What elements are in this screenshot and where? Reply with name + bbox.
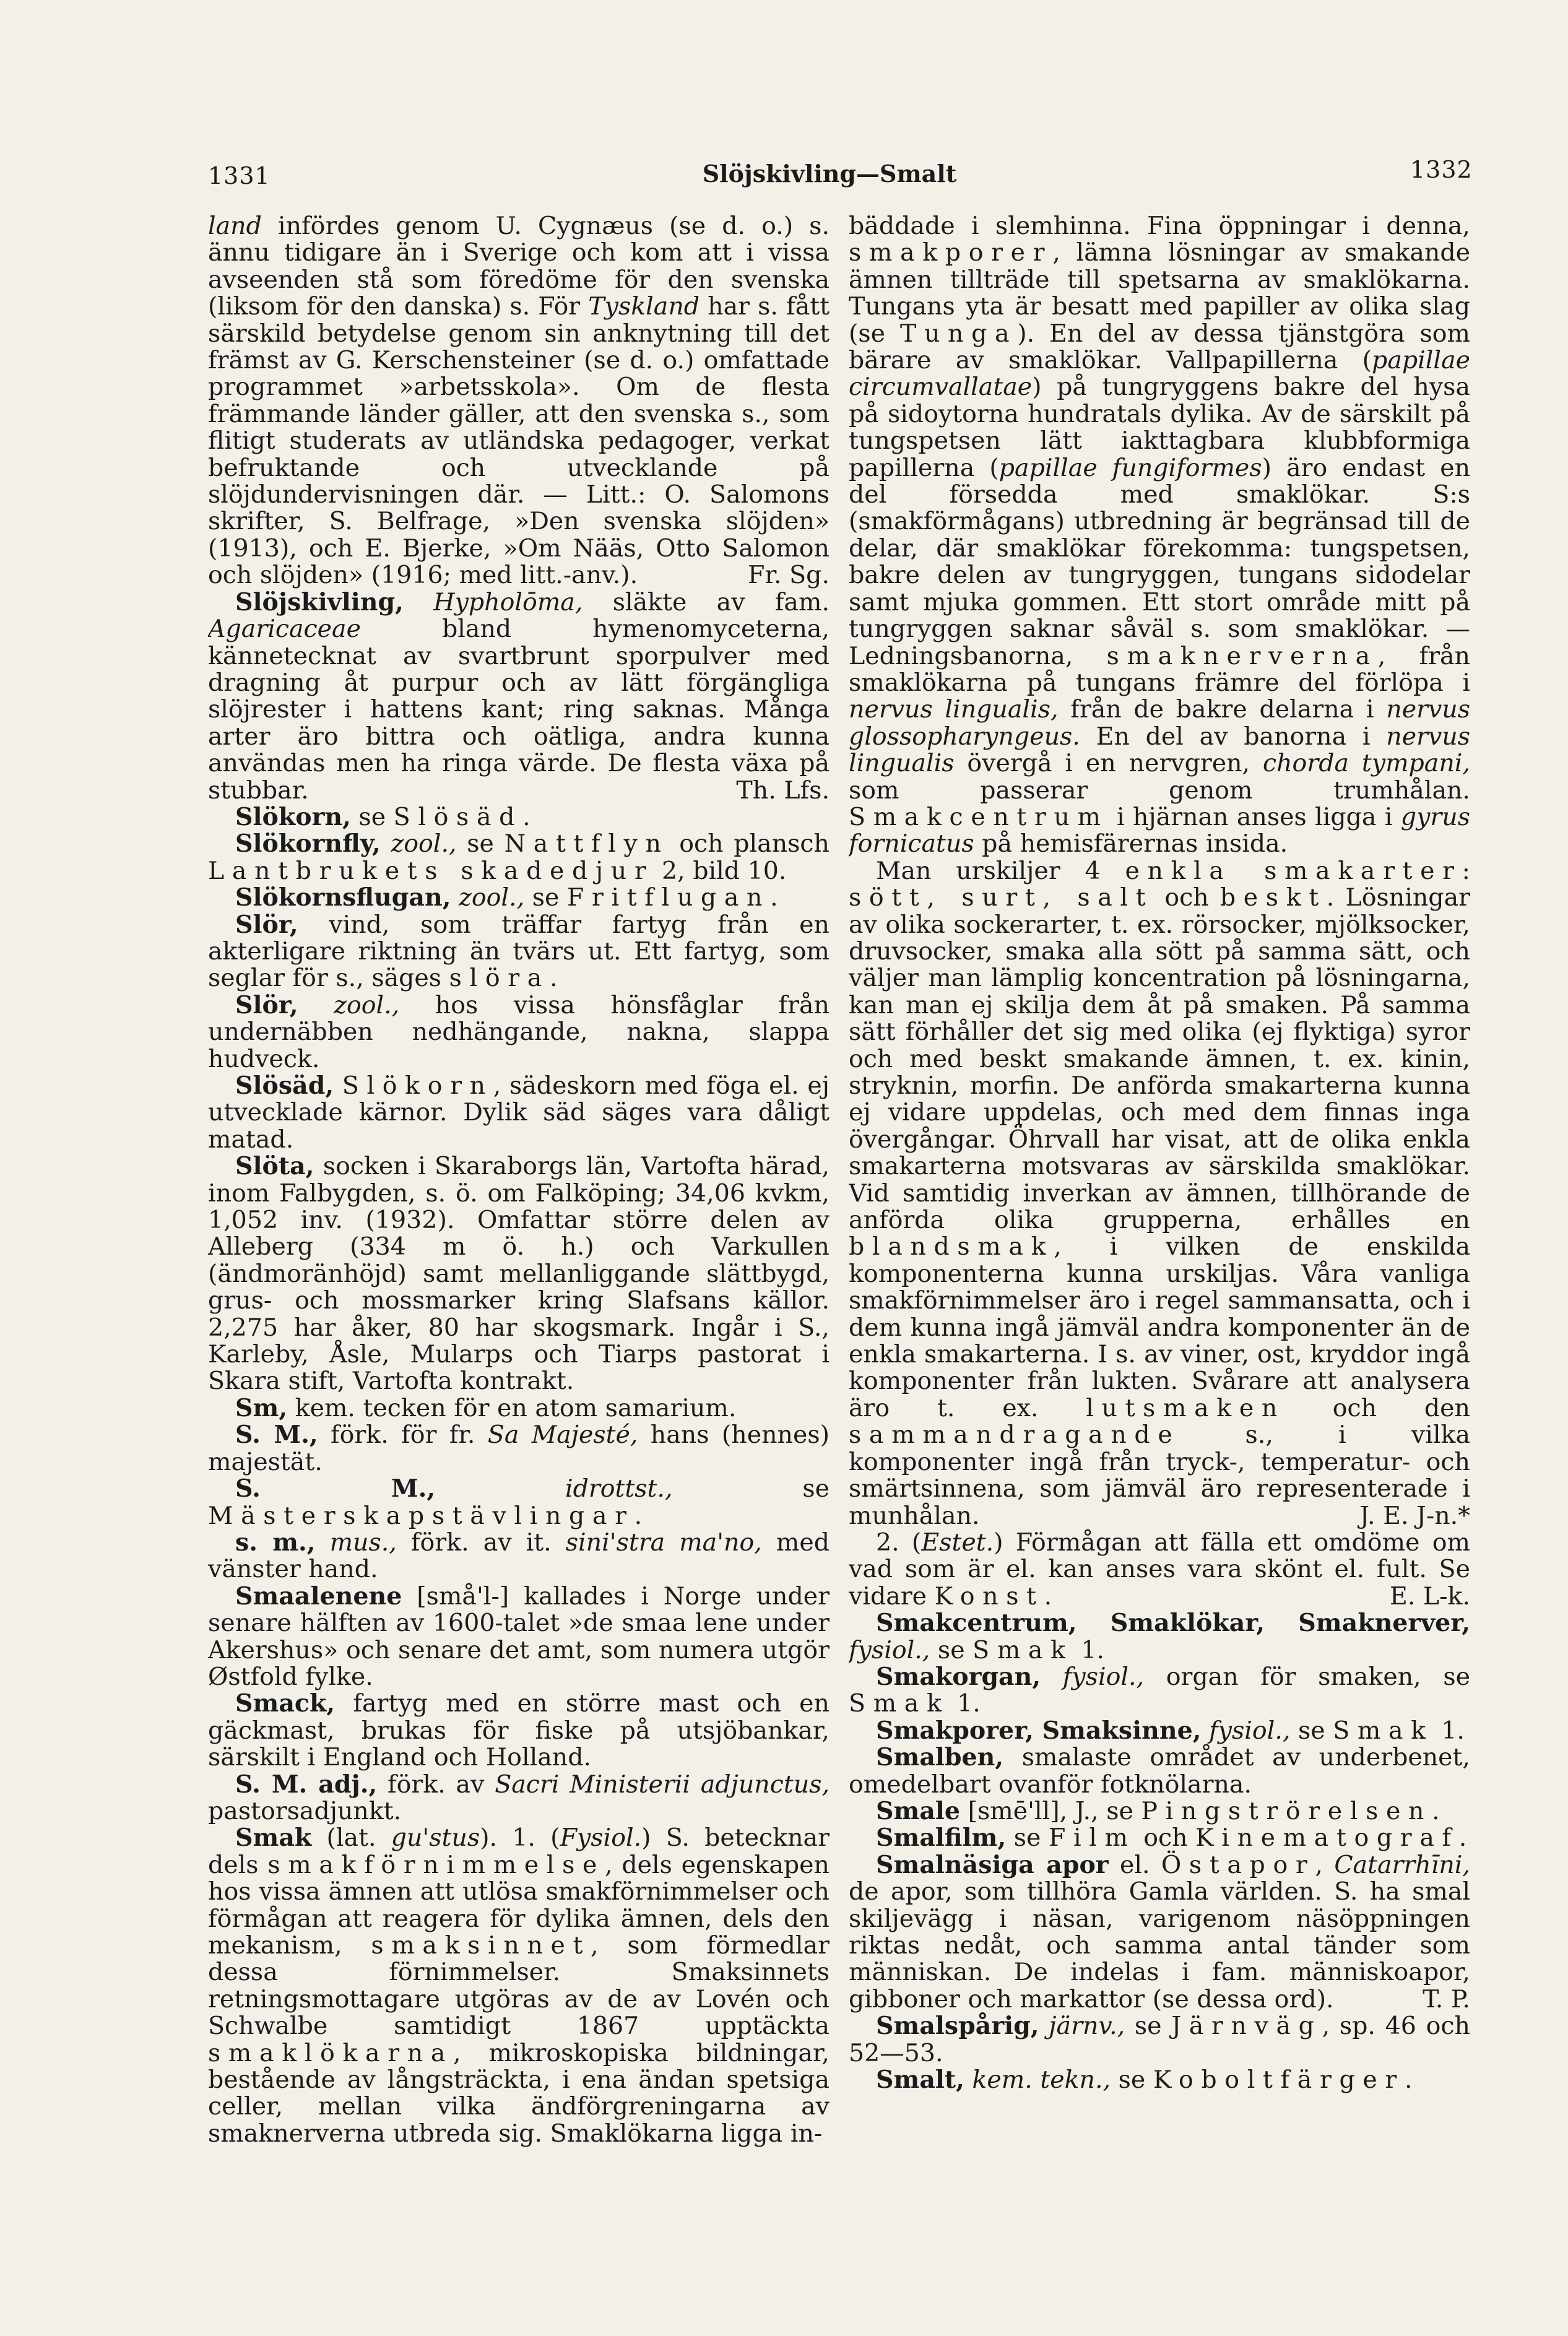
- right-column: [849, 213, 1470, 2206]
- entry-smakorgan: Smakorgan, fysiol., organ för smaken, se Smak 1.: [849, 1662, 1470, 1718]
- entry-slokornfly: Slökornfly, zool., se Nattflyn och plansch Lantbrukets skadedjur 2, bild 10.: [208, 829, 829, 885]
- entry-sm-mus: s. m., mus., förk. av it. sini'stra ma'no, med vänster hand.: [208, 1528, 829, 1584]
- entry-slota: Slöta, socken i Skaraborgs län, Vartofta härad, inom Falbygden, s. ö. om Falköping; 34,06 kvkm, 1,052 inv. (1932). Omfattar större delen av Alleberg (334 m ö. h.) och Varkullen (ändmoränhöjd) samt mellanliggande slättbygd, grus- och mossmarker kring Slafsans källor. 2,275 har åker, 80 har skogsmark. Ingår i S., Karleby, Åsle, Mularps och Tiarps pastorat i Skara stift, Vartofta kontrakt.: [208, 1152, 829, 1396]
- running-head: Slöjskivling—Smalt: [702, 160, 957, 188]
- signature: Fr. Sg.: [748, 561, 829, 590]
- page-number-right: 1332: [1410, 156, 1473, 183]
- entry-slor-zool: Slör, zool., hos vissa hönsfåglar från undernäbben nedhängande, nakna, slappa hudveck.: [208, 990, 829, 1073]
- entry-smakporer: Smakporer, Smaksinne, fysiol., se Smak 1.: [876, 1716, 1465, 1745]
- entry-smalsparig: Smalspårig, järnv., se Järnväg, sp. 46 och 52—53.: [849, 2012, 1470, 2067]
- entry-slojskivling: Slöjskivling, Hypholōma, släkte av fam. Agaricaceae bland hymenomyceterna, kännetecknat av svartbrunt sporpulver med dragning åt purpur och av lätt förgängliga slöjrester i hattens kant; ring saknas. Många arter äro bittra och oätliga, andra kunna användas men ha ringa värde. De flesta växa på stubbar. Th. Lfs.: [208, 587, 829, 805]
- signature: J. E. J-n.*: [1359, 1501, 1470, 1530]
- entry-smalt: Smalt, kem. tekn., se Koboltfärger.: [876, 2066, 1413, 2095]
- entry-slokorn: Slökorn, se Slösäd.: [235, 802, 531, 831]
- entry-smalben: Smalben, smalaste området av underbenet, omedelbart ovanför fotknölarna.: [849, 1743, 1470, 1799]
- entry-smak-smakarter: Man urskiljer 4 enkla smakarter: sött, surt, salt och beskt. Lösningar av olika sockerarter, t. ex. rörsocker, mjölksocker, druvsocker, smaka alla sött på samma sätt, och väljer man lämplig koncentration på lösningarna, kan man ej skilja dem åt på smaken. På samma sätt förhåller det sig med olika (ej flyktiga) syror och med beskt smakande ämnen, t. ex. kinin, stryknin, morfin. De anförda smakarterna kunna ej vidare uppdelas, och med dem finnas inga övergångar. Öhrvall har visat, att de olika enkla smakarterna motsvaras av särskilda smaklökar. Vid samtidig inverkan av ämnen, tillhörande de anförda olika grupperna, erhålles en blandsmak, i vilken de enskilda komponenterna kunna urskiljas. Våra vanliga smakförnimmelser äro i regel sammansatta, och i dem kunna ingå jämväl andra komponenter än de enkla smakarterna. I s. av viner, ost, kryddor ingå komponenter från lukten. Svårare att analysera äro t. ex. lutsmaken och den sammandragande s., i vilka komponenter ingå från tryck-, temperatur- och smärtsinnena, som jämväl äro representerade i munhålan. J. E. J-n.*: [849, 856, 1470, 1530]
- entry-sm-adj: S. M. adj., förk. av Sacri Ministerii adjunctus, pastorsadjunkt.: [208, 1770, 829, 1825]
- entry-slokornsflugan: Slökornsflugan, zool., se Fritflugan.: [235, 883, 778, 912]
- entry-smack: Smack, fartyg med en större mast och en gäckmast, brukas för fiske på utsjöbankar, särskilt i England och Holland.: [208, 1689, 829, 1772]
- entry-sm-majeste: S. M., förk. för fr. Sa Majesté, hans (hennes) majestät.: [208, 1421, 829, 1476]
- entry-sm-idrott: S. M., idrottst., se Mästerskapstävlingar.: [208, 1474, 829, 1530]
- left-column: [208, 213, 829, 2206]
- entry-smak-continuation: bäddade i slemhinna. Fina öppningar i denna, smakporer, lämna lösningar av smakande ämnen tillträde till spetsarna av smaklökarna. Tungans yta är besatt med papiller av olika slag (se Tunga). En del av dessa tjänstgöra som bärare av smaklökar. Vallpapillerna (papillae circumvallatae) på tungryggens bakre del hysa på sidoytorna hundratals dylika. Av de särskilt på tungspetsen lätt iakttagbara klubbformiga papillerna (papillae fungiformes) äro endast en del försedda med smaklökar. S:s (smakförmågans) utbredning är begränsad till de delar, där smaklökar förekomma: tungspetsen, bakre delen av tungryggen, tungans sidodelar samt mjuka gommen. Ett stort område mitt på tungryggen saknar såväl s. som smaklökar. — Ledningsbanorna, smaknerverna, från smaklökarna på tungans främre del förlöpa i nervus lingualis, från de bakre delarna i nervus glossopharyngeus. En del av banorna i nervus lingualis övergå i en nervgren, chorda tympani, som passerar genom trumhålan. Smakcentrum i hjärnan anses ligga i gyrus fornicatus på hemisfärernas insida.: [849, 213, 1470, 859]
- entry-slojd-continuation: land infördes genom U. Cygnæus (se d. o.) s. ännu tidigare än i Sverige och kom att i vissa avseenden stå som föredöme för den svenska (liksom för den danska) s. För Tyskland har s. fått särskild betydelse genom sin anknytning till det främst av G. Kerschensteiner (se d. o.) omfattade programmet »arbetsskola». Om de flesta främmande länder gäller, att den svenska s., som flitigt studerats av utländska pedagoger, verkat befruktande och utvecklande på slöjdundervisningen där. — Litt.: O. Salomons skrifter, S. Belfrage, »Den svenska slöjden» (1913), och E. Bjerke, »Om Nääs, Otto Salomon och slöjden» (1916; med litt.-anv.). Fr. Sg.: [208, 213, 829, 590]
- entry-slor-vind: Slör, vind, som träffar fartyg från en akterligare riktning än tvärs ut. Ett fartyg, som seglar för s., säges slöra.: [208, 910, 829, 993]
- entry-smak: Smak (lat. gu'stus). 1. (Fysiol.) S. betecknar dels smakförnimmelse, dels egenskapen hos vissa ämnen att utlösa smakförnimmelser och förmågan att reagera för dylika ämnen, dels den mekanism, smaksinnet, som förmedlar dessa förnimmelser. Smaksinnets retningsmottagare utgöras av de av Lovén och Schwalbe samtidigt 1867 upptäckta smaklökarna, mikroskopiska bildningar, bestående av långsträckta, i ena ändan spetsiga celler, mellan vilka ändförgreningarna av smaknerverna utbreda sig. Smaklökarna ligga in-: [208, 1823, 829, 2148]
- entry-smaalenene: Smaalenene [små'l-] kallades i Norge under senare hälften av 1600-talet »de smaa lene under Akershus» och senare det amt, som numera utgör Østfold fylke.: [208, 1581, 829, 1691]
- entry-smak-estet: 2. (Estet.) Förmågan att fälla ett omdöme om vad som är el. kan anses vara skönt el. fult. Se vidare Konst. E. L-k.: [849, 1528, 1470, 1611]
- signature: E. L-k.: [1389, 1581, 1470, 1611]
- signature: Th. Lfs.: [736, 776, 829, 805]
- entry-smalnasiga-apor: Smalnäsiga apor el. Östapor, Catarrhīni, de apor, som tillhöra Gamla världen. S. ha smal skiljevägg i näsan, varigenom näsöppningen riktas nedåt, och samma antal tänder som människan. De indelas i fam. människoapor, gibboner och markattor (se dessa ord). T. P.: [849, 1850, 1470, 2014]
- signature: T. P.: [1423, 1984, 1470, 2014]
- entry-smale: Smale [smē'll], J., se Pingströrelsen.: [876, 1796, 1440, 1825]
- entry-sm: Sm, kem. tecken för en atom samarium.: [235, 1393, 737, 1422]
- entry-smakcentrum: Smakcentrum, Smaklökar, Smaknerver, fysiol., se Smak 1.: [849, 1609, 1470, 1664]
- page-number-left: 1331: [208, 162, 271, 189]
- entry-smalfilm: Smalfilm, se Film och Kinematograf.: [876, 1823, 1467, 1853]
- entry-slosad: Slösäd, Slökorn, sädeskorn med föga el. ej utvecklade kärnor. Dylik säd säges vara dåligt matad.: [208, 1071, 829, 1154]
